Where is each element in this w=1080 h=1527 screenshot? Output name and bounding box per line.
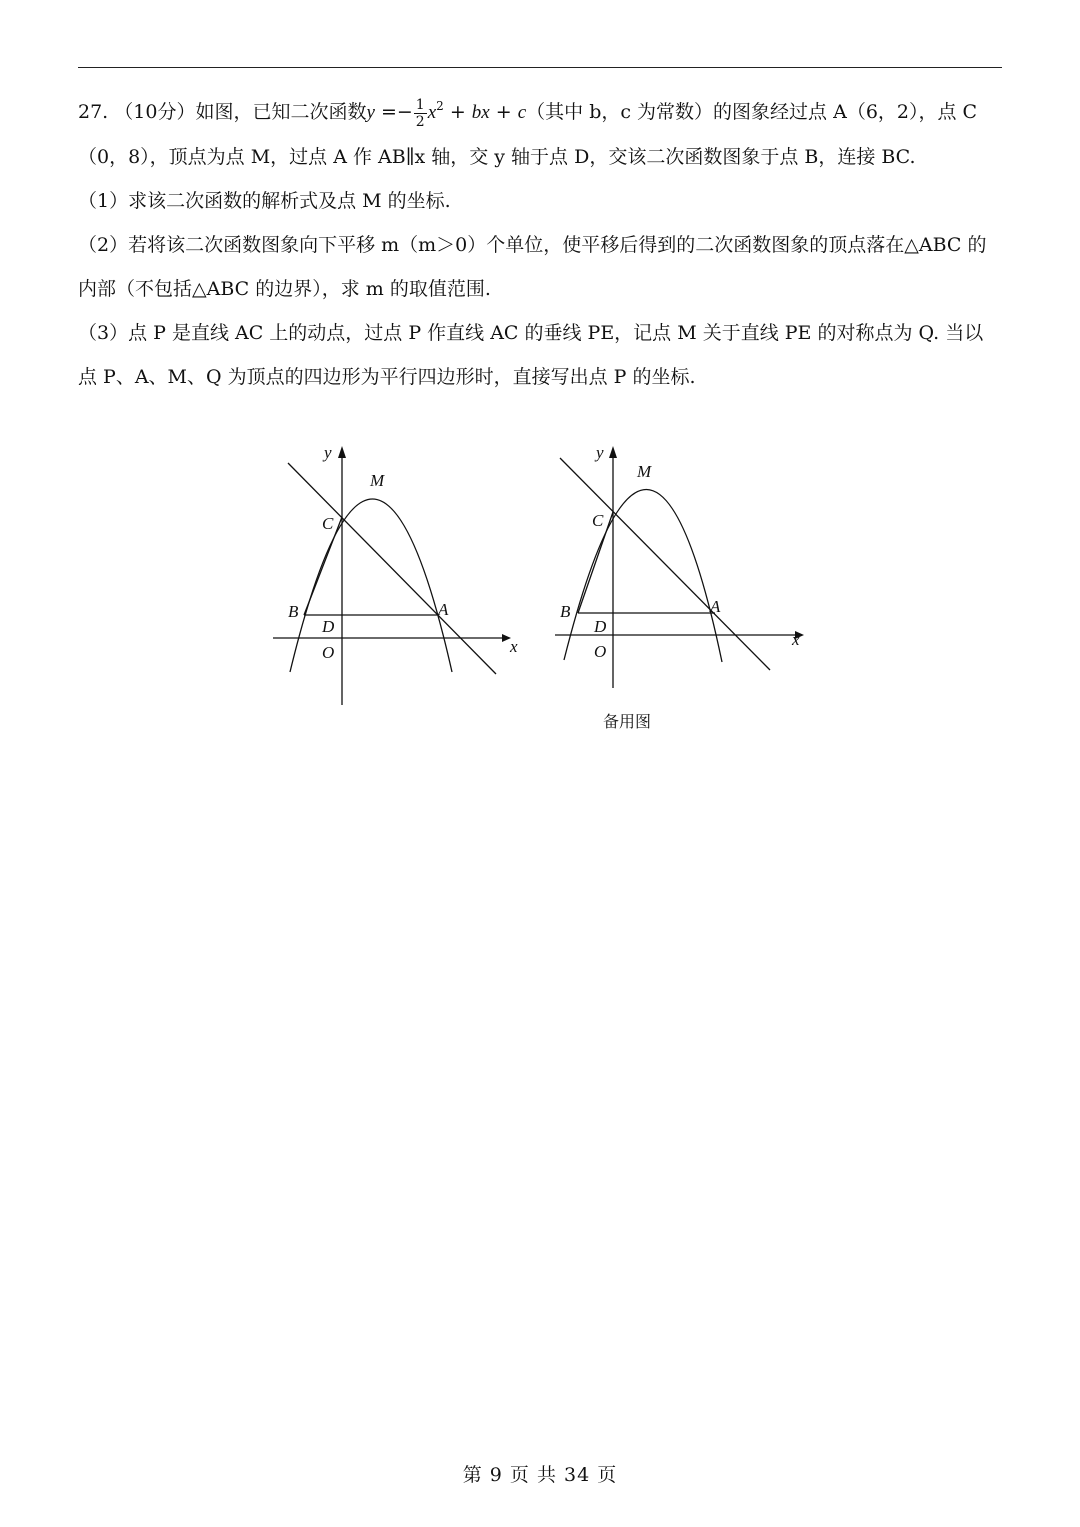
question-2: （2）若将该二次函数图象向下平移 m（m＞0）个单位，使平移后得到的二次函数图象的顶点落在△ABC 的内部（不包括△ABC 的边界），求 m 的取值范围. — [78, 234, 987, 300]
problem-intro — [78, 84, 1002, 179]
label-m: M — [370, 471, 385, 490]
eq-power: 2 — [436, 99, 444, 113]
eq-c: c — [517, 102, 527, 123]
label-m: M — [637, 462, 652, 481]
eq-b: b — [471, 102, 482, 123]
eq-plus-1: + — [443, 101, 472, 123]
label-y: y — [324, 443, 332, 462]
figure-main-svg — [270, 440, 518, 710]
label-o: O — [594, 642, 607, 661]
label-b: B — [560, 602, 571, 621]
line-ac — [288, 463, 496, 674]
label-a: A — [438, 600, 449, 619]
question-1: （1）求该二次函数的解析式及点 M 的坐标. — [78, 190, 451, 212]
eq-y: y — [366, 102, 375, 123]
label-c: C — [322, 514, 334, 533]
figure-caption: 备用图 — [603, 712, 652, 731]
eq-x2: x — [481, 102, 490, 123]
label-b: B — [288, 602, 299, 621]
intro-text-b: （其中 b，c 为常数）的图象经过点 A（6，2），点 C（0，8），顶点为点 M，过点 A 作 AB∥x 轴，交 y 轴于点 D，交该二次函数图象于点 B，连接 BC. — [78, 101, 978, 168]
figure-backup — [552, 440, 814, 684]
parabola — [564, 489, 722, 662]
problem-27 — [78, 84, 1002, 399]
label-d: D — [594, 617, 607, 636]
eq-fraction — [414, 97, 427, 130]
header-rule — [78, 67, 1002, 68]
eq-plus-2: + — [489, 101, 518, 123]
label-o: O — [322, 643, 335, 662]
frac-denominator: 2 — [415, 113, 425, 130]
page-footer: 第 9 页 共 34 页 — [462, 1464, 618, 1486]
label-x: x — [510, 637, 518, 656]
y-axis-arrow-icon — [609, 446, 617, 458]
frac-numerator: 1 — [415, 96, 425, 113]
figure-main — [270, 440, 518, 714]
intro-text-a: 如图，已知二次函数 — [195, 101, 367, 123]
label-a: A — [710, 597, 721, 616]
label-d: D — [322, 617, 335, 636]
label-y: y — [596, 443, 604, 462]
question-3: （3）点 P 是直线 AC 上的动点，过点 P 作直线 AC 的垂线 PE，记点 M 关于直线 PE 的对称点为 Q. 当以点 P、A、M、Q 为顶点的四边形为平行四边形时，直接写出点 P 的坐标. — [78, 322, 984, 388]
eq-equals: =− — [374, 101, 413, 123]
y-axis-arrow-icon — [338, 446, 346, 458]
label-c: C — [592, 511, 604, 530]
parabola — [290, 499, 452, 672]
eq-x: x — [427, 102, 437, 123]
problem-score: （10分） — [114, 101, 196, 123]
label-x: x — [792, 630, 800, 649]
line-ac — [560, 458, 770, 670]
figure-backup-svg — [552, 440, 814, 680]
problem-number: 27. — [78, 101, 109, 123]
